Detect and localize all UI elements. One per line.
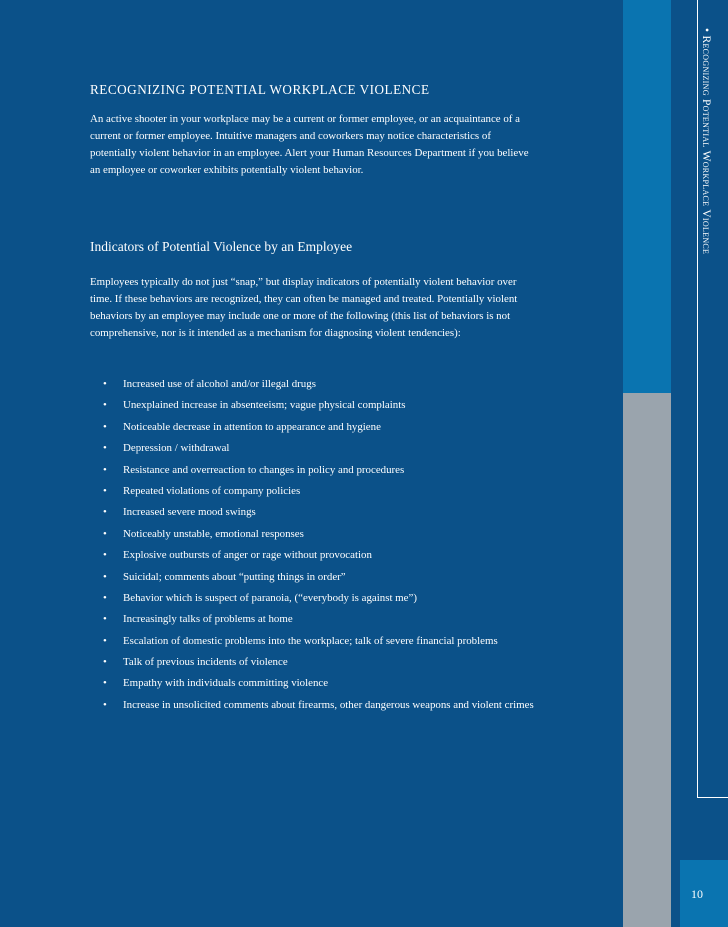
indicator-list <box>123 376 543 718</box>
list-item: • Talk of previous incidents of violence <box>123 654 543 670</box>
list-item: • Increased severe mood swings <box>123 504 543 520</box>
list-item: • Noticeable decrease in attention to appearance and hygiene <box>123 419 543 435</box>
side-tab-blue <box>623 0 671 393</box>
intro-paragraph: An active shooter in your workplace may be a current or former employee, or an acquaintance of a current or former employee. Intuitive managers and coworkers may notice characteristics of potentially violent behavior in an employee. Alert your Human Resources Department if you believe an employee or coworker exhibits potentially violent behavior. <box>90 113 529 176</box>
list-item: • Depression / withdrawal <box>123 440 543 456</box>
list-item: • Explosive outbursts of anger or rage without provocation <box>123 547 543 563</box>
side-tab-gray <box>623 393 671 927</box>
list-item: • Suicidal; comments about “putting things in order” <box>123 569 543 585</box>
list-item: • Behavior which is suspect of paranoia, (“everybody is against me”) <box>123 590 543 606</box>
page-number: 10 <box>691 887 703 901</box>
page-number-box <box>680 860 728 927</box>
list-item: • Increasingly talks of problems at home <box>123 611 543 627</box>
list-item: • Resistance and overreaction to changes in policy and procedures <box>123 462 543 478</box>
running-header: • Recognizing Potential Workplace Violence <box>700 28 712 255</box>
list-item: • Increased use of alcohol and/or illegal drugs <box>123 376 543 392</box>
list-item: • Repeated violations of company policies <box>123 483 543 499</box>
list-item: • Empathy with individuals committing violence <box>123 675 543 691</box>
list-item: • Unexplained increase in absenteeism; vague physical complaints <box>123 397 543 413</box>
indicators-paragraph: Employees typically do not just “snap,” but display indicators of potentially violent behavior over time. If these behaviors are recognized, they can often be managed and treated. Potentially violent behaviors by an employee may include one or more of the following (this list of behaviors is not comprehensive, nor is it intended as a mechanism for diagnosing violent tendencies): <box>90 276 518 339</box>
list-item: • Escalation of domestic problems into the workplace; talk of severe financial problems <box>123 633 543 649</box>
list-item: • Noticeably unstable, emotional responses <box>123 526 543 542</box>
list-item: • Increase in unsolicited comments about firearms, other dangerous weapons and violent crimes <box>123 697 543 713</box>
section-heading: RECOGNIZING POTENTIAL WORKPLACE VIOLENCE <box>90 82 430 97</box>
indicators-heading: Indicators of Potential Violence by an Employee <box>90 239 353 254</box>
